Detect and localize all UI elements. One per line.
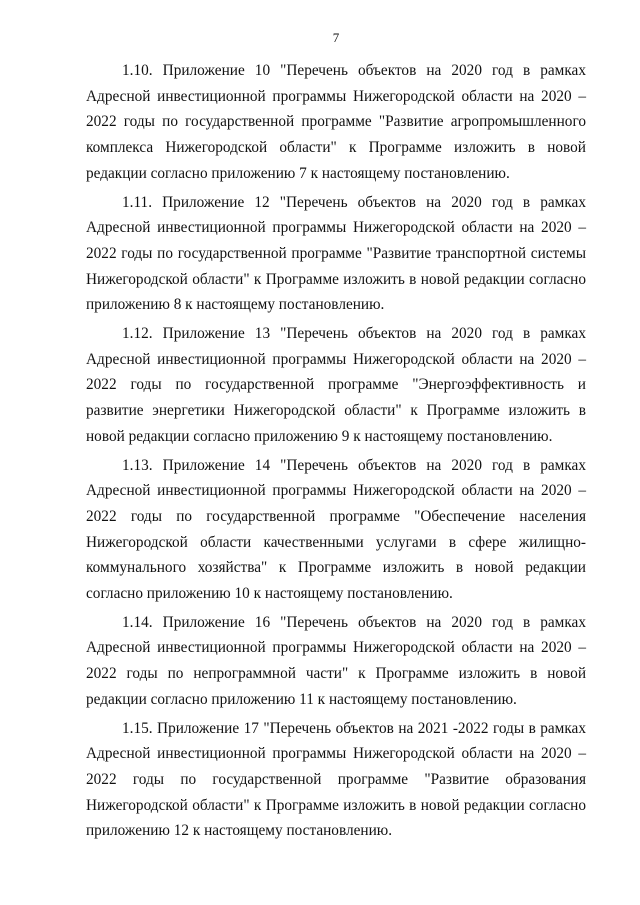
paragraph-1-11: 1.11. Приложение 12 "Перечень объектов на 2020 год в рамках Адресной инвестиционной программы Нижегородской области на 2020 – 2022 годы по государственной программе "Развитие транспортной системы Нижегородской области" к Программе изложить в новой редакции согласно приложению 8 к настоящему постановлению. [86, 193, 586, 314]
paragraph-1-15: 1.15. Приложение 17 "Перечень объектов на 2021 -2022 годы в рамках Адресной инвестиционной программы Нижегородской области на 2020 – 2022 годы по государственной программе "Развитие образования Нижегородской области" к Программе изложить в новой редакции согласно приложению 12 к настоящему постановлению. [86, 719, 586, 840]
paragraph-1-12: 1.12. Приложение 13 "Перечень объектов на 2020 год в рамках Адресной инвестиционной программы Нижегородской области на 2020 – 2022 годы по государственной программе "Энергоэффективность и развитие энергетики Нижегородской области" к Программе изложить в новой редакции согласно приложению 9 к настоящему постановлению. [86, 325, 586, 445]
paragraph-1-14: 1.14. Приложение 16 "Перечень объектов на 2020 год в рамках Адресной инвестиционной программы Нижегородской области на 2020 – 2022 годы по непрограммной части" к Программе изложить в новой редакции согласно приложению 11 к настоящему постановлению. [86, 613, 586, 708]
document-page [86, 30, 586, 847]
paragraph-1-13: 1.13. Приложение 14 "Перечень объектов на 2020 год в рамках Адресной инвестиционной программы Нижегородской области на 2020 – 2022 годы по государственной программе "Обеспечение населения Нижегородской области качественными услугами в сфере жилищно-коммунального хозяйства" к Программе изложить в новой редакции согласно приложению 10 к настоящему постановлению. [86, 456, 586, 603]
page-number: 7 [332, 30, 340, 45]
paragraph-1-10: 1.10. Приложение 10 "Перечень объектов на 2020 год в рамках Адресной инвестиционной программы Нижегородской области на 2020 – 2022 годы по государственной программе "Развитие агропромышленного комплекса Нижегородской области" к Программе изложить в новой редакции согласно приложению 7 к настоящему постановлению. [86, 62, 586, 182]
